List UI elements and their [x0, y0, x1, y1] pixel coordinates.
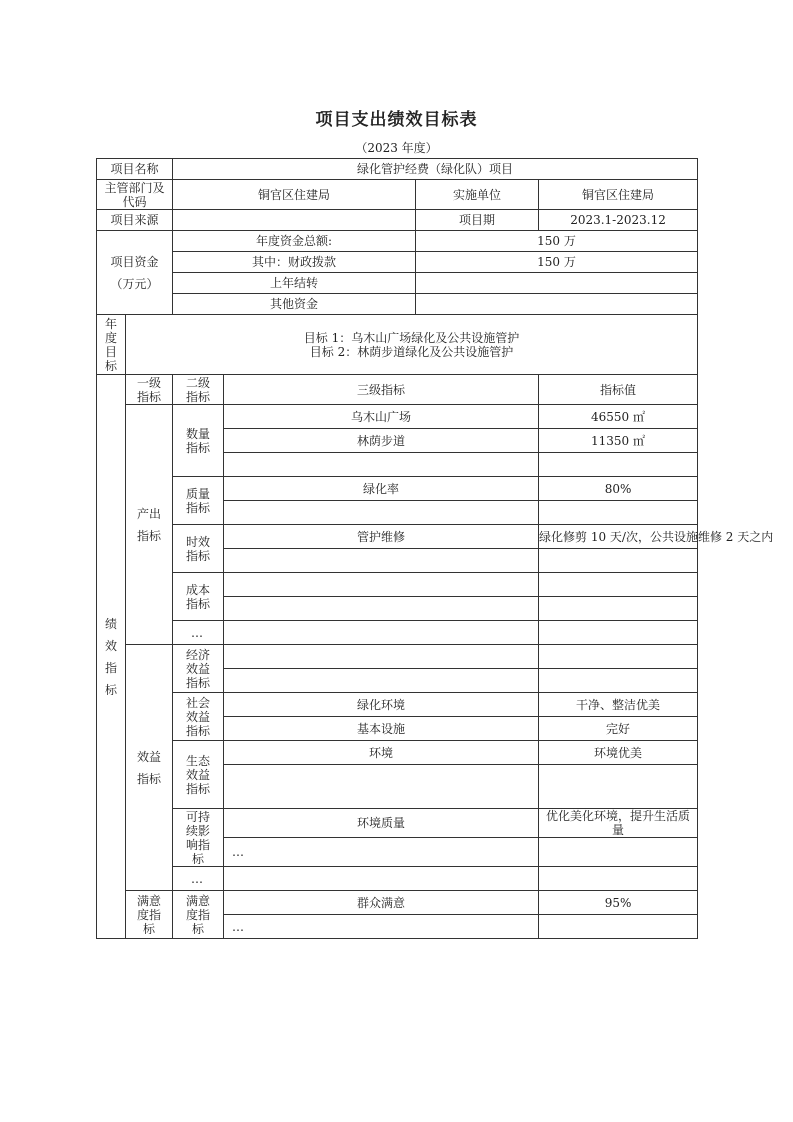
project-name-value: 绿化管护经费（绿化队）项目 — [173, 159, 698, 180]
quality-indicators-label: 质量指标 — [173, 477, 224, 525]
annual-goals — [126, 315, 698, 375]
empty-cell — [224, 669, 539, 693]
social-item-value: 干净、整洁优美 — [539, 693, 698, 717]
row-funds-other — [97, 294, 698, 315]
implementing-unit-label: 实施单位 — [416, 180, 539, 210]
satisfaction-ellipsis: … — [224, 915, 539, 939]
quantity-item-value: 46550 ㎡ — [539, 405, 698, 429]
empty-cell — [539, 915, 698, 939]
empty-cell — [224, 645, 539, 669]
row-output-quantity-1 — [97, 405, 698, 429]
economic-indicators-label: 经济效益指标 — [173, 645, 224, 693]
quantity-item-name: 林荫步道 — [224, 429, 539, 453]
funds-carryover-label: 上年结转 — [173, 273, 416, 294]
output-ellipsis: … — [173, 621, 224, 645]
satisfaction-sub-label: 满意度指标 — [173, 891, 224, 939]
period-value: 2023.1-2023.12 — [539, 210, 698, 231]
cost-indicators-label: 成本指标 — [173, 573, 224, 621]
satisfaction-item-name: 群众满意 — [224, 891, 539, 915]
row-source — [97, 210, 698, 231]
period-label: 项目期 — [416, 210, 539, 231]
empty-cell — [224, 573, 539, 597]
empty-cell — [224, 501, 539, 525]
goal-1: 目标 1：乌木山广场绿化及公共设施管护 — [303, 330, 520, 345]
source-label: 项目来源 — [97, 210, 173, 231]
row-benefit-sustain-1 — [97, 809, 698, 838]
quantity-item-value: 11350 ㎡ — [539, 429, 698, 453]
satisfaction-item-value: 95% — [539, 891, 698, 915]
output-indicators-label: 产出指标 — [126, 405, 173, 645]
row-funds-carryover — [97, 273, 698, 294]
empty-cell — [539, 573, 698, 597]
funds-total-value: 150 万 — [416, 231, 698, 252]
eco-item-name: 环境 — [224, 741, 539, 765]
source-value — [173, 210, 416, 231]
benefit-indicators-label: 效益指标 — [126, 645, 173, 891]
sustain-item-name: 环境质量 — [224, 809, 539, 838]
annual-goal-label: 年度目标 — [97, 315, 126, 375]
header-level2: 二级指标 — [173, 375, 224, 405]
empty-cell — [539, 549, 698, 573]
empty-cell — [539, 645, 698, 669]
funds-carryover-value — [416, 273, 698, 294]
row-satisfaction-1 — [97, 891, 698, 915]
page-title: 项目支出绩效目标表 — [315, 110, 478, 130]
implementing-unit-value: 铜官区住建局 — [539, 180, 698, 210]
quantity-item-name: 乌木山广场 — [224, 405, 539, 429]
row-output-quality-1 — [97, 477, 698, 501]
quality-item-value: 80% — [539, 477, 698, 501]
empty-cell — [224, 867, 539, 891]
row-benefit-eco-1 — [97, 741, 698, 765]
row-output-ellipsis — [97, 621, 698, 645]
social-item-name: 绿化环境 — [224, 693, 539, 717]
goal-2: 目标 2：林荫步道绿化及公共设施管护 — [309, 344, 514, 359]
empty-cell — [539, 838, 698, 867]
row-annual-goals — [97, 315, 698, 375]
sustain-indicators-label: 可持续影响指标 — [173, 809, 224, 867]
row-funds-fiscal — [97, 252, 698, 273]
satisfaction-indicators-label: 满意度指标 — [126, 891, 173, 939]
row-output-time-1 — [97, 525, 698, 549]
social-item-name: 基本设施 — [224, 717, 539, 741]
quantity-indicators-label: 数量指标 — [173, 405, 224, 477]
row-department — [97, 180, 698, 210]
empty-cell — [224, 765, 539, 809]
funds-other-label: 其他资金 — [173, 294, 416, 315]
funds-fiscal-value: 150 万 — [416, 252, 698, 273]
empty-cell — [539, 501, 698, 525]
header-value: 指标值 — [539, 375, 698, 405]
benefit-ellipsis: … — [173, 867, 224, 891]
performance-target-table — [96, 158, 774, 939]
social-indicators-label: 社会效益指标 — [173, 693, 224, 741]
empty-cell — [539, 669, 698, 693]
fiscal-year: （2023 年度） — [355, 141, 438, 155]
row-benefit-economic-1 — [97, 645, 698, 669]
header-level1: 一级指标 — [126, 375, 173, 405]
funds-label: 项目资金（万元） — [97, 231, 173, 315]
funds-fiscal-label: 其中：财政拨款 — [173, 252, 416, 273]
project-name-label: 项目名称 — [97, 159, 173, 180]
time-indicators-label: 时效指标 — [173, 525, 224, 573]
eco-indicators-label: 生态效益指标 — [173, 741, 224, 809]
empty-cell — [539, 597, 698, 621]
eco-item-value: 环境优美 — [539, 741, 698, 765]
empty-cell — [539, 621, 698, 645]
row-benefit-ellipsis — [97, 867, 698, 891]
time-item-value: 绿化修剪 10 天/次，公共设施维修 2 天之内 — [539, 525, 698, 549]
funds-total-label: 年度资金总额: — [173, 231, 416, 252]
row-benefit-social-1 — [97, 693, 698, 717]
performance-indicators-label: 绩效指标 — [97, 375, 126, 939]
empty-cell — [224, 621, 539, 645]
sustain-item-value: 优化美化环境，提升生活质量 — [539, 809, 698, 838]
empty-cell — [539, 765, 698, 809]
empty-cell — [539, 453, 698, 477]
quality-item-name: 绿化率 — [224, 477, 539, 501]
department-label: 主管部门及代码 — [97, 180, 173, 210]
row-project-name — [97, 159, 698, 180]
sustain-ellipsis: … — [224, 838, 539, 867]
header-level3: 三级指标 — [224, 375, 539, 405]
department-value: 铜官区住建局 — [173, 180, 416, 210]
time-item-name: 管护维修 — [224, 525, 539, 549]
empty-cell — [224, 453, 539, 477]
row-indicator-headers — [97, 375, 698, 405]
empty-cell — [224, 597, 539, 621]
funds-other-value — [416, 294, 698, 315]
empty-cell — [224, 549, 539, 573]
row-output-cost-1 — [97, 573, 698, 597]
empty-cell — [539, 867, 698, 891]
row-funds-total — [97, 231, 698, 252]
social-item-value: 完好 — [539, 717, 698, 741]
